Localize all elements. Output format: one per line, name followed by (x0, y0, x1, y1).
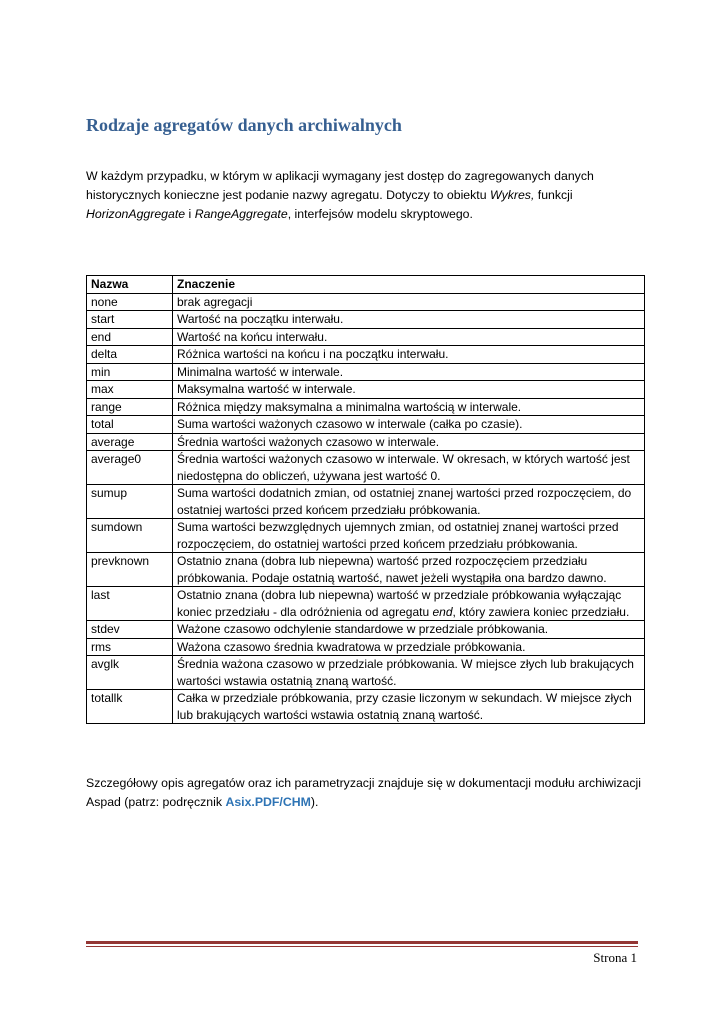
aggregate-name: total (87, 416, 173, 434)
aggregate-meaning: Suma wartości dodatnich zmian, od ostatniej znanej wartości przed rozpoczęciem, do ostatniej wartości przed końcem przedziału próbkowania. (173, 485, 645, 519)
table-row (87, 311, 645, 329)
table-row (87, 293, 645, 311)
aggregate-meaning: Średnia ważona czasowo w przedziale próbkowania. W miejsce złych lub brakujących wartości wstawia ostatnią znaną wartość. (173, 656, 645, 690)
aggregate-name: average (87, 433, 173, 451)
meaning-term-end: end (432, 604, 453, 619)
aggregate-meaning: Maksymalna wartość w interwale. (173, 381, 645, 399)
table-row (87, 638, 645, 656)
table-row (87, 451, 645, 485)
intro-text-3: i (185, 207, 195, 221)
intro-text-1: W każdym przypadku, w którym w aplikacji wymagany jest dostęp do zagregowanych danych historycznych konieczne jest podanie nazwy agregatu. Dotyczy to obiektu (86, 169, 594, 202)
aggregate-name: rms (87, 638, 173, 656)
aggregate-meaning (173, 587, 645, 621)
meaning-text-b: , który zawiera koniec przedziału. (452, 604, 630, 619)
page-title: Rodzaje agregatów danych archiwalnych (86, 115, 402, 135)
intro-paragraph (86, 167, 646, 224)
intro-text-2: funkcji (534, 188, 573, 202)
table-row (87, 656, 645, 690)
aggregate-meaning: Wartość na końcu interwału. (173, 328, 645, 346)
header-meaning: Znaczenie (173, 276, 645, 294)
page-number: Strona 1 (593, 950, 637, 965)
aggregate-name: last (87, 587, 173, 621)
asix-manual-link[interactable]: Asix.PDF/CHM (225, 795, 311, 809)
aggregate-name: totallk (87, 690, 173, 724)
intro-term-horizon-aggregate: HorizonAggregate (86, 207, 186, 221)
header-name: Nazwa (87, 276, 173, 294)
intro-term-range-aggregate: RangeAggregate (194, 207, 288, 221)
aggregate-name: avglk (87, 656, 173, 690)
table-row (87, 363, 645, 381)
outro-paragraph (86, 774, 646, 812)
table-row (87, 433, 645, 451)
aggregate-name: delta (87, 346, 173, 364)
meaning-text-a: Ostatnio znana (dobra lub niepewna) wartość w przedziale próbkowania wyłączając koniec przedziału - dla odróżnienia od agregatu (177, 588, 622, 619)
aggregate-name: max (87, 381, 173, 399)
table-row (87, 381, 645, 399)
aggregate-name: none (87, 293, 173, 311)
aggregate-meaning: Różnica wartości na końcu i na początku interwału. (173, 346, 645, 364)
footer-rule-thin (86, 946, 638, 947)
table-row (87, 621, 645, 639)
aggregate-name: stdev (87, 621, 173, 639)
aggregates-table (86, 275, 645, 724)
aggregate-name: end (87, 328, 173, 346)
outro-text-1: Szczegółowy opis agregatów oraz ich parametryzacji znajduje się w dokumentacji modułu archiwizacji Aspad (patrz: podręcznik (86, 776, 641, 809)
aggregate-name: sumdown (87, 519, 173, 553)
aggregate-meaning: Wartość na początku interwału. (173, 311, 645, 329)
aggregate-meaning: Całka w przedziale próbkowania, przy czasie liczonym w sekundach. W miejsce złych lub brakujących wartości wstawia ostatnią znaną wartość. (173, 690, 645, 724)
aggregate-meaning: brak agregacji (173, 293, 645, 311)
aggregate-meaning: Ostatnio znana (dobra lub niepewna) wartość przed rozpoczęciem przedziału próbkowania. Podaje ostatnią wartość, nawet jeżeli wystąpiła ona bardzo dawno. (173, 553, 645, 587)
aggregate-meaning: Suma wartości bezwzględnych ujemnych zmian, od ostatniej znanej wartości przed rozpoczęciem, do ostatniej wartości przed końcem przedziału próbkowania. (173, 519, 645, 553)
table-row (87, 398, 645, 416)
table-header-row (87, 276, 645, 294)
intro-text-4: , interfejsów modelu skryptowego. (287, 207, 473, 221)
aggregate-name: average0 (87, 451, 173, 485)
table-row (87, 416, 645, 434)
aggregate-name: start (87, 311, 173, 329)
aggregate-meaning: Ważona czasowo średnia kwadratowa w przedziale próbkowania. (173, 638, 645, 656)
table-row (87, 346, 645, 364)
aggregate-meaning: Średnia wartości ważonych czasowo w interwale. W okresach, w których wartość jest niedostępna do obliczeń, używana jest wartość 0. (173, 451, 645, 485)
table-row (87, 587, 645, 621)
table-row (87, 553, 645, 587)
table-row (87, 519, 645, 553)
aggregate-name: range (87, 398, 173, 416)
aggregate-name: prevknown (87, 553, 173, 587)
intro-term-wykres: Wykres, (489, 188, 535, 202)
table-row (87, 690, 645, 724)
aggregate-meaning: Średnia wartości ważonych czasowo w interwale. (173, 433, 645, 451)
aggregate-meaning: Suma wartości ważonych czasowo w interwale (całka po czasie). (173, 416, 645, 434)
table-row (87, 485, 645, 519)
footer-rule-thick (86, 941, 638, 944)
aggregate-meaning: Różnica między maksymalna a minimalna wartością w interwale. (173, 398, 645, 416)
aggregate-meaning: Minimalna wartość w interwale. (173, 363, 645, 381)
aggregate-name: sumup (87, 485, 173, 519)
aggregate-meaning: Ważone czasowo odchylenie standardowe w przedziale próbkowania. (173, 621, 645, 639)
table-row (87, 328, 645, 346)
aggregate-name: min (87, 363, 173, 381)
outro-text-2: ). (310, 795, 319, 809)
